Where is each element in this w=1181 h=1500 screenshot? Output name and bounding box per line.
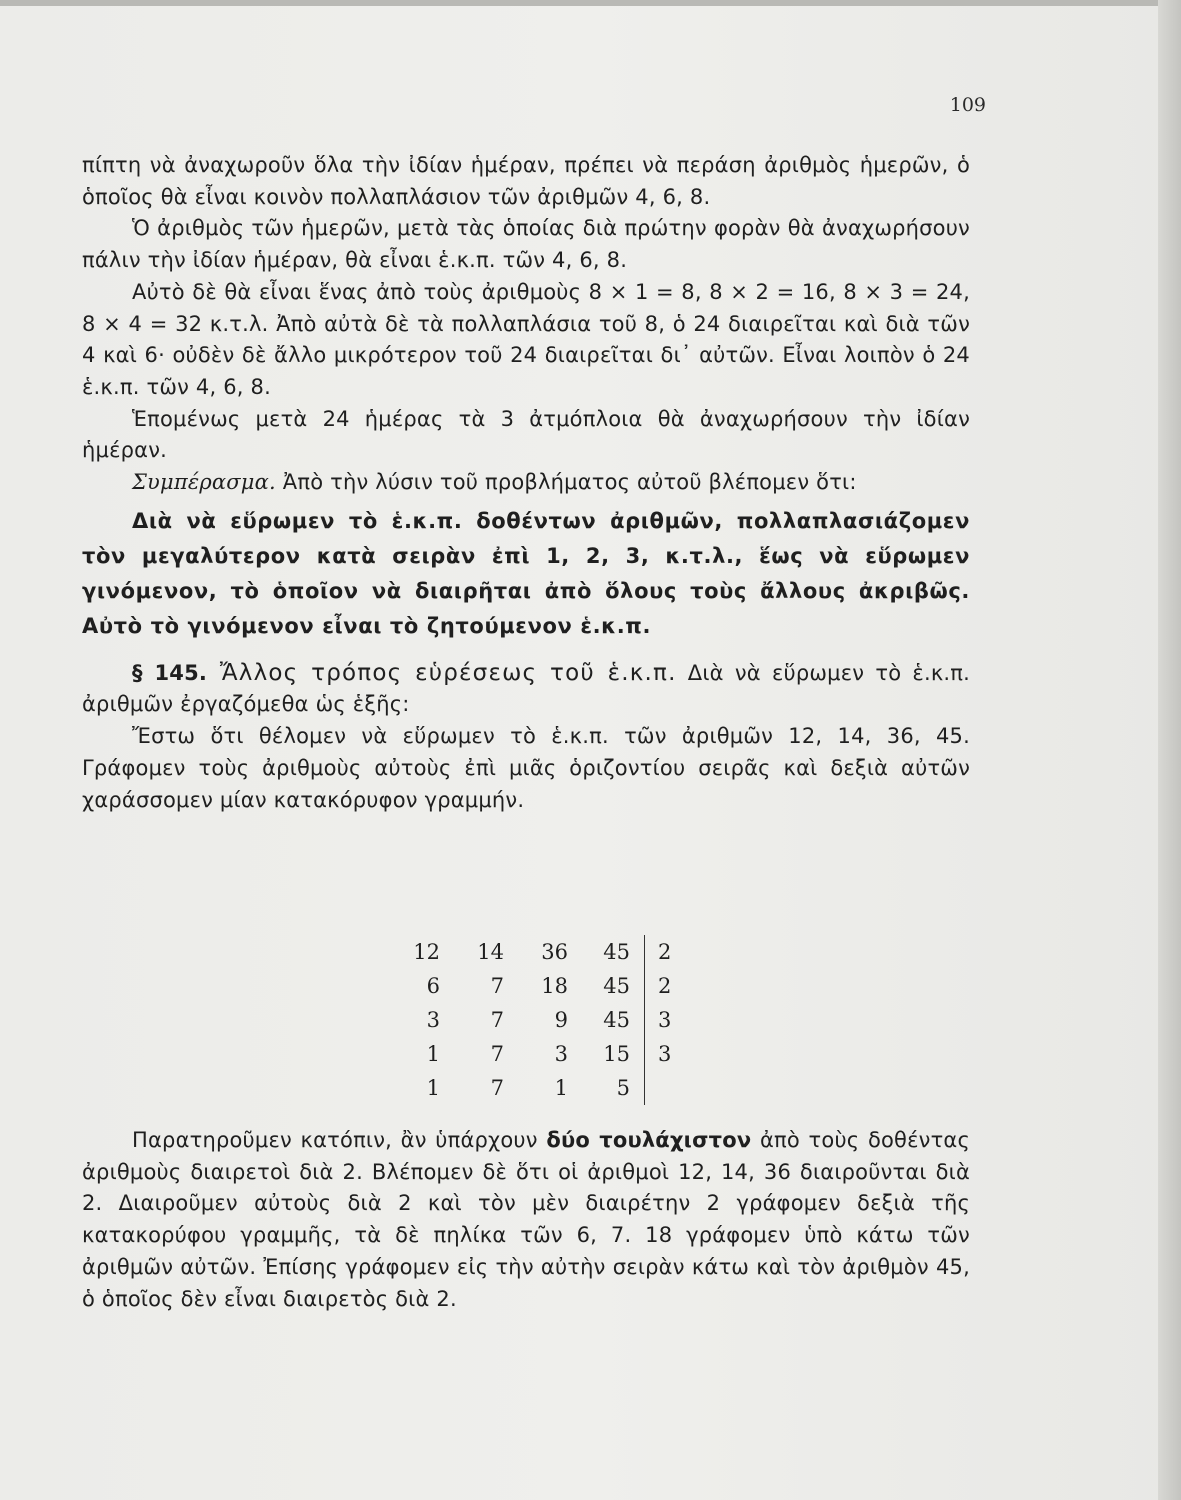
section-145 <box>82 658 970 721</box>
table-row <box>400 1037 718 1071</box>
table-cell: 1 <box>426 1076 440 1100</box>
table-row <box>400 1071 718 1105</box>
table-cell: 45 <box>603 974 630 998</box>
divisor-cell <box>645 1071 719 1105</box>
lcm-rule <box>82 504 970 644</box>
page-right-edge <box>1158 0 1181 1500</box>
conclusion-label: Συμπέρασμα. <box>132 470 276 495</box>
paragraph-conclusion <box>82 467 970 499</box>
table-row <box>400 969 718 1003</box>
table-cell: 7 <box>490 1076 504 1100</box>
paragraph-observation <box>82 1125 970 1315</box>
lcm-rule-emphasis: Αὐτὸ τὸ γινόμενον εἶναι τὸ ζητούμενον ἑ.κ.π. <box>82 613 652 638</box>
division-table <box>400 935 718 1105</box>
table-cell: 5 <box>616 1076 630 1100</box>
table-cell: 1 <box>426 1042 440 1066</box>
table-cell: 7 <box>490 974 504 998</box>
table-cell: 18 <box>541 974 568 998</box>
page-number: 109 <box>949 94 986 116</box>
observation-post: ἀπὸ τοὺς δοθέντας ἀριθμοὺς διαιρετοὶ διὰ 2. Βλέπομεν δὲ ὅτι οἱ ἀριθμοὶ 12, 14, 36 διαιροῦνται διὰ 2. Διαιροῦμεν αὐτοὺς διὰ 2 καὶ τὸν μὲν διαιρέτην 2 γράφομεν δεξιὰ τῆς κατακορύφου γραμμῆς, τὰ δὲ πηλίκα τῶν 6, 7. 18 γράφομεν ὑπὸ κάτω τῶν ἀριθμῶν αὐτῶν. Ἐπίσης γράφομεν εἰς τὴν αὐτὴν σειρὰν κάτω καὶ τὸν ἀριθμὸν 45, ὁ ὁποῖος δὲν εἶναι διαιρετὸς διὰ 2. <box>82 1128 970 1311</box>
paragraph-continuation: πίπτη νὰ ἀναχωροῦν ὅλα τὴν ἰδίαν ἡμέραν, πρέπει νὰ περάση ἀριθμὸς ἡμερῶν, ὁ ὁποῖος θὰ εἶναι κοινὸν πολλαπλάσιον τῶν ἀριθμῶν 4, 6, 8. <box>82 153 970 209</box>
paragraph-number-of-days: Ὁ ἀριθμὸς τῶν ἡμερῶν, μετὰ τὰς ὁποίας διὰ πρώτην φορὰν θὰ ἀναχωρήσουν πάλιν τὴν ἰδίαν ἡμέραν, θὰ εἶναι ἑ.κ.π. τῶν 4, 6, 8. <box>82 216 970 273</box>
table-cell: 3 <box>554 1042 568 1066</box>
lcm-rule-main: Διὰ νὰ εὕρωμεν τὸ ἑ.κ.π. δοθέντων ἀριθμῶν, πολλαπλασιάζομεν τὸν μεγαλύτερον κατὰ σειρὰν ἐπὶ 1, 2, 3, κ.τ.λ., ἕως νὰ εὕρωμεν γινόμενον, τὸ ὁποῖον νὰ διαιρῆται ἀπὸ ὅλους τοὺς ἄλλους ἀκριβῶς. <box>82 508 970 603</box>
conclusion-text: Ἀπὸ τὴν λύσιν τοῦ προβλήματος αὐτοῦ βλέπομεν ὅτι: <box>275 470 857 495</box>
divisor-cell: 3 <box>645 1003 719 1037</box>
paragraph-multiples: Αὐτὸ δὲ θὰ εἶναι ἕνας ἀπὸ τοὺς ἀριθμοὺς 8 × 1 = 8, 8 × 2 = 16, 8 × 3 = 24, 8 × 4 = 32 κ.τ.λ. Ἀπὸ αὐτὰ δὲ τὰ πολλαπλάσια τοῦ 8, ὁ 24 διαιρεῖται καὶ διὰ τῶν 4 καὶ 6· οὐδὲν δὲ ἄλλο μικρότερον τοῦ 24 διαιρεῖται δι᾿ αὐτῶν. Εἶναι λοιπὸν ὁ 24 ἑ.κ.π. τῶν 4, 6, 8. <box>82 279 970 399</box>
table-cell: 14 <box>477 940 504 964</box>
upper-text-block <box>82 150 970 816</box>
observation-pre: Παρατηροῦμεν κατόπιν, ἂν ὑπάρχουν <box>132 1128 547 1152</box>
table-cell: 3 <box>426 1008 440 1032</box>
table-row <box>400 935 718 969</box>
divisor-cell: 2 <box>645 935 719 969</box>
table-cell: 9 <box>554 1008 568 1032</box>
table-cell: 6 <box>426 974 440 998</box>
table-cell: 45 <box>603 940 630 964</box>
section-title: Ἄλλος τρόπος εὑρέσεως τοῦ ἑ.κ.π. <box>207 659 677 686</box>
lower-text-block <box>82 1125 970 1315</box>
table-row <box>400 1003 718 1037</box>
table-cell: 45 <box>603 1008 630 1032</box>
divisor-cell: 2 <box>645 969 719 1003</box>
table-cell: 1 <box>554 1076 568 1100</box>
observation-bold: δύο τουλάχιστον <box>546 1128 752 1152</box>
paragraph-example: Ἔστω ὅτι θέλομεν νὰ εὕρωμεν τὸ ἑ.κ.π. τῶν ἀριθμῶν 12, 14, 36, 45. Γράφομεν τοὺς ἀριθμοὺς αὐτοὺς ἐπὶ μιᾶς ὁριζοντίου σειρᾶς καὶ δεξιὰ αὐτῶν χαράσσομεν μίαν κατακόρυφον γραμμήν. <box>82 724 970 812</box>
section-number: § 145. <box>132 660 208 685</box>
table-cell: 12 <box>413 940 440 964</box>
table-cell: 7 <box>490 1042 504 1066</box>
table-cell: 7 <box>490 1008 504 1032</box>
divisor-cell: 3 <box>645 1037 719 1071</box>
page-top-edge <box>0 0 1181 6</box>
table-cell: 15 <box>603 1042 630 1066</box>
section-intro: Διὰ νὰ εὕρωμεν τὸ ἑ.κ.π. ἀριθμῶν ἐργαζόμεθα ὡς ἑξῆς: <box>82 660 971 717</box>
paragraph-consequently: Ἑπομένως μετὰ 24 ἡμέρας τὰ 3 ἀτμόπλοια θὰ ἀναχωρήσουν τὴν ἰδίαν ἡμέραν. <box>82 406 970 463</box>
table-cell: 36 <box>541 940 568 964</box>
